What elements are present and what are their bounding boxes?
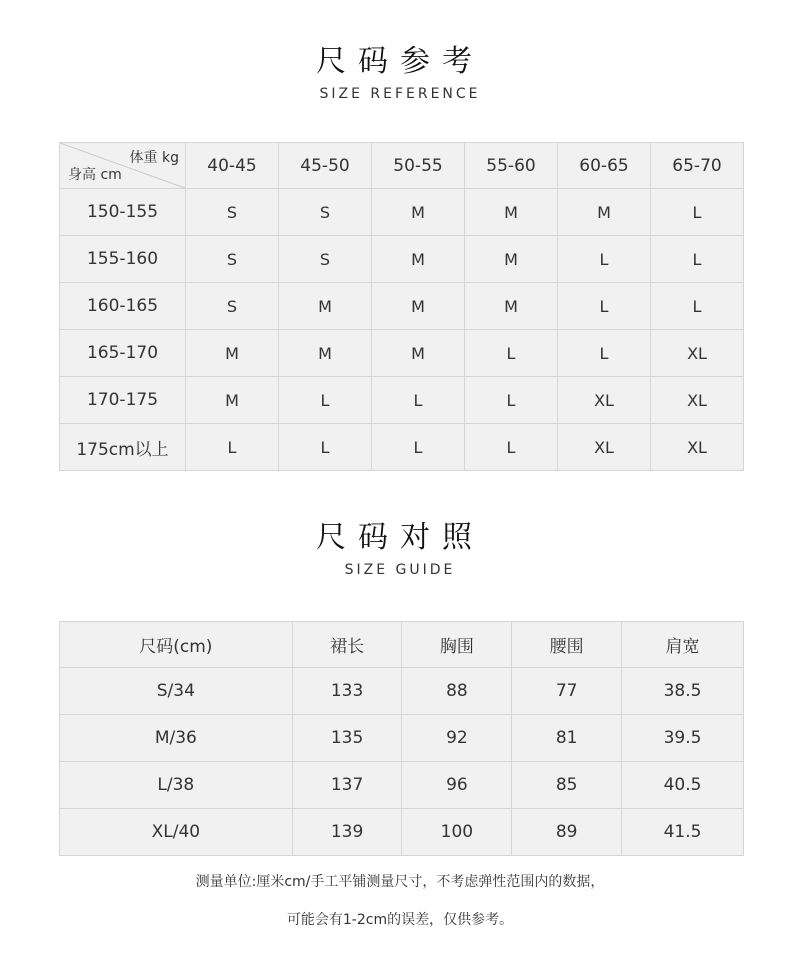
height-row-header: 155-160 [60,236,186,283]
table-cell: 133 [292,668,402,715]
size-cell: L [558,236,651,283]
disclaimer-note: 可能会有1-2cm的误差，仅供参考。 [286,912,514,928]
table-cell: S/34 [60,668,293,715]
table-cell: 85 [512,762,622,809]
size-cell: L [465,330,558,377]
table-row [60,189,744,236]
height-axis-label: 身高 cm [68,167,122,183]
size-cell: S [279,189,372,236]
size-cell: M [372,189,465,236]
column-header: 裙长 [292,622,402,668]
size-reference-title: 尺码参考 [316,44,484,79]
size-cell: M [186,377,279,424]
weight-column-header: 40-45 [186,143,279,189]
size-cell: S [186,236,279,283]
table-cell: 92 [402,715,512,762]
size-cell: M [279,283,372,330]
weight-column-header: 65-70 [651,143,744,189]
size-reference-subtitle: SIZE REFERENCE [319,86,481,102]
size-cell: M [465,283,558,330]
size-cell: S [186,283,279,330]
size-cell: XL [651,377,744,424]
table-header-row [60,143,744,189]
table-cell: 89 [512,809,622,856]
measurement-note: 测量单位:厘米cm/手工平铺测量尺寸，不考虑弹性范围内的数据， [195,874,605,890]
size-cell: L [651,283,744,330]
table-cell: 100 [402,809,512,856]
table-cell: 137 [292,762,402,809]
size-cell: M [186,330,279,377]
weight-column-header: 55-60 [465,143,558,189]
table-cell: 38.5 [622,668,744,715]
size-cell: M [372,330,465,377]
size-cell: L [558,330,651,377]
table-cell: 39.5 [622,715,744,762]
table-row [60,424,744,471]
height-row-header: 165-170 [60,330,186,377]
size-guide-subtitle: SIZE GUIDE [344,562,456,578]
size-cell: L [558,283,651,330]
size-cell: L [279,424,372,471]
size-cell: XL [558,424,651,471]
table-cell: 77 [512,668,622,715]
table-row [60,668,744,715]
table-cell: 88 [402,668,512,715]
size-cell: L [465,424,558,471]
size-cell: XL [558,377,651,424]
table-cell: 139 [292,809,402,856]
corner-cell [60,143,186,189]
height-row-header: 160-165 [60,283,186,330]
column-header: 肩宽 [622,622,744,668]
size-cell: L [279,377,372,424]
size-cell: S [279,236,372,283]
table-cell: 41.5 [622,809,744,856]
size-cell: L [651,189,744,236]
size-cell: L [372,377,465,424]
column-header: 腰围 [512,622,622,668]
size-cell: L [465,377,558,424]
size-cell: M [558,189,651,236]
height-row-header: 170-175 [60,377,186,424]
size-cell: M [279,330,372,377]
size-cell: L [186,424,279,471]
size-guide-table [59,621,744,856]
column-header: 尺码(cm) [60,622,293,668]
table-cell: 135 [292,715,402,762]
size-cell: L [372,424,465,471]
table-cell: 81 [512,715,622,762]
size-cell: M [465,189,558,236]
weight-column-header: 60-65 [558,143,651,189]
table-cell: M/36 [60,715,293,762]
size-cell: L [651,236,744,283]
weight-column-header: 45-50 [279,143,372,189]
table-row [60,236,744,283]
size-cell: M [372,283,465,330]
table-cell: L/38 [60,762,293,809]
height-row-header: 175cm以上 [60,424,186,471]
size-cell: M [465,236,558,283]
table-header-row [60,622,744,668]
weight-axis-label: 体重 kg [129,150,179,166]
table-row [60,762,744,809]
table-row [60,809,744,856]
size-cell: M [372,236,465,283]
table-row [60,283,744,330]
table-row [60,377,744,424]
table-cell: 40.5 [622,762,744,809]
size-cell: S [186,189,279,236]
table-row [60,330,744,377]
table-row [60,715,744,762]
size-guide-title: 尺码对照 [316,520,484,555]
weight-column-header: 50-55 [372,143,465,189]
column-header: 胸围 [402,622,512,668]
height-row-header: 150-155 [60,189,186,236]
size-cell: XL [651,424,744,471]
size-cell: XL [651,330,744,377]
size-reference-table [59,142,744,471]
table-cell: 96 [402,762,512,809]
table-cell: XL/40 [60,809,293,856]
